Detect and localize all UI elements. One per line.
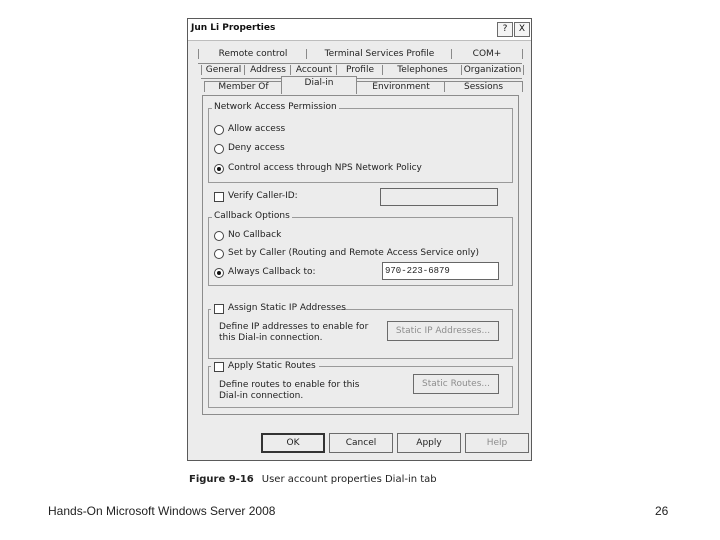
tab-row-divider [198, 63, 522, 64]
figure-text: User account properties Dial-in tab [261, 474, 437, 485]
tab-organization[interactable]: Organization [461, 65, 524, 75]
tab-account[interactable]: Account [290, 65, 337, 75]
static-ip-checkbox[interactable] [214, 304, 224, 314]
tab-sessions[interactable]: Sessions [444, 81, 523, 92]
static-routes-checkbox[interactable] [214, 362, 224, 372]
tab-general[interactable]: General [201, 65, 245, 75]
static-routes-button[interactable]: Static Routes... [413, 374, 499, 394]
static-ip-button[interactable]: Static IP Addresses... [387, 321, 499, 341]
figure-caption [189, 474, 437, 485]
tab-member-of[interactable]: Member Of [204, 81, 282, 92]
tab-profile[interactable]: Profile [336, 65, 383, 75]
allow-access-label: Allow access [228, 124, 286, 134]
caller-id-input[interactable] [380, 188, 498, 206]
radio-deny-access[interactable] [214, 144, 224, 154]
tab-row-divider-2 [201, 78, 522, 79]
set-by-caller-label: Set by Caller (Routing and Remote Access Service only) [228, 248, 480, 258]
radio-always-callback[interactable] [214, 268, 224, 278]
network-access-legend: Network Access Permission [214, 102, 337, 112]
static-ip-description: Define IP addresses to enable for this Dial-in connection. [219, 322, 369, 343]
dial-in-panel [202, 95, 519, 415]
tab-dial-in[interactable]: Dial-in [281, 76, 357, 94]
nps-policy-label: Control access through NPS Network Policy [228, 163, 422, 173]
help-icon[interactable]: ? [497, 22, 513, 37]
properties-dialog [187, 18, 532, 461]
deny-access-label: Deny access [228, 143, 285, 153]
verify-caller-id-label: Verify Caller-ID: [228, 191, 298, 201]
help-button[interactable]: Help [465, 433, 529, 453]
static-routes-label: Apply Static Routes [228, 361, 316, 371]
window-title: Jun Li Properties [191, 23, 276, 33]
no-callback-label: No Callback [228, 230, 282, 240]
footer-page-number: 26 [655, 504, 669, 518]
verify-caller-id-checkbox[interactable] [214, 192, 224, 202]
radio-allow-access[interactable] [214, 125, 224, 135]
ok-button[interactable]: OK [261, 433, 325, 453]
tab-com-plus[interactable]: COM+ [451, 49, 523, 59]
cancel-button[interactable]: Cancel [329, 433, 393, 453]
footer-book-title: Hands-On Microsoft Windows Server 2008 [48, 504, 276, 518]
callback-legend: Callback Options [214, 211, 290, 221]
static-ip-label: Assign Static IP Addresses [228, 303, 346, 313]
static-routes-description: Define routes to enable for this Dial-in connection. [219, 380, 360, 401]
tab-remote-control[interactable]: Remote control [198, 49, 307, 59]
tab-environment[interactable]: Environment [356, 81, 445, 92]
always-callback-label: Always Callback to: [228, 267, 316, 277]
radio-nps-policy[interactable] [214, 164, 224, 174]
radio-set-by-caller[interactable] [214, 249, 224, 259]
tab-terminal-services-profile[interactable]: Terminal Services Profile [306, 49, 452, 59]
tab-telephones[interactable]: Telephones [382, 65, 462, 75]
title-bar [188, 19, 531, 41]
close-icon[interactable]: X [514, 22, 530, 37]
tab-address[interactable]: Address [244, 65, 291, 75]
radio-no-callback[interactable] [214, 231, 224, 241]
apply-button[interactable]: Apply [397, 433, 461, 453]
figure-number: Figure 9-16 [189, 474, 254, 485]
callback-number-input[interactable]: 970-223-6879 [382, 262, 499, 280]
